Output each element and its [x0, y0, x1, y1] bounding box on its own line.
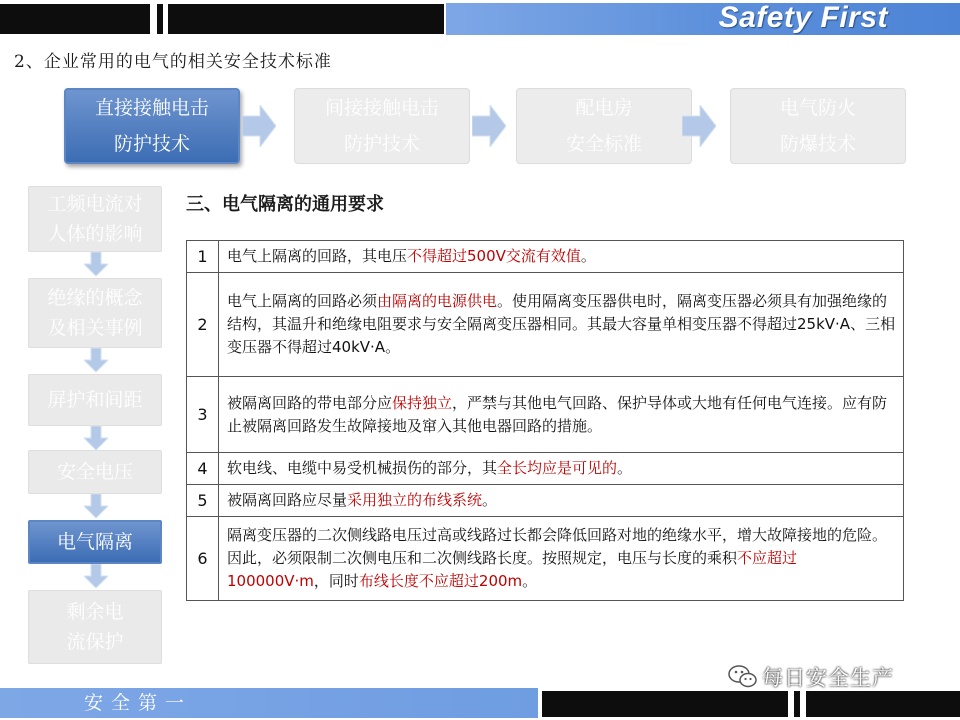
content-title: 三、电气隔离的通用要求 [186, 194, 384, 215]
row-text-segment: 。 [617, 459, 633, 477]
sidebar-item-label: 屏护和间距 [47, 389, 143, 411]
sidebar-item-isolation[interactable] [28, 520, 162, 564]
step-label-line2: 安全标准 [565, 133, 642, 155]
sidebar-item-label: 剩余电 [66, 601, 124, 623]
sidebar-item-insulation[interactable] [28, 278, 162, 348]
section-heading: 2、企业常用的电气的相关安全技术标准 [14, 52, 332, 72]
step-label-line1: 间接接触电击 [324, 97, 439, 119]
row-text-segment: ，同时 [313, 572, 359, 590]
step-label-line1: 配电房 [575, 97, 633, 119]
sidebar-item-label: 工频电流对 [47, 193, 143, 215]
row-text-segment: 电气上隔离的回路，其电压 [227, 247, 408, 265]
footer-black-bar [542, 691, 788, 717]
step-label-line2: 防护技术 [343, 133, 420, 155]
sidebar-item-residual-current[interactable] [28, 590, 162, 664]
row-text [219, 517, 904, 601]
step-label-line1: 电气防火 [779, 97, 856, 119]
step-label-line2: 防爆技术 [779, 133, 856, 155]
sidebar-item-label: 流保护 [66, 631, 124, 653]
footer-black-bar [794, 691, 800, 717]
row-number: 1 [187, 241, 219, 273]
table-row [187, 485, 904, 517]
table-row [187, 517, 904, 601]
highlight-text: 布线长度不应超过200m [358, 572, 523, 590]
row-number: 6 [187, 517, 219, 601]
sidebar-item-safety-voltage[interactable] [28, 450, 162, 494]
wechat-icon [728, 664, 758, 690]
sidebar-item-shielding[interactable] [28, 374, 162, 426]
row-text-segment: 。使用隔离变压器供电时，隔离变压器必须具有加强绝缘的结构，其温升和绝缘电阻要求与安全隔离变压器相同。其最大容量单相变压器不得超过25kV·A、三相变压器不得超过40kV·A。 [227, 292, 896, 356]
down-arrow-icon [84, 564, 108, 588]
row-text-segment: ，严禁与其他电气回路、保护导体或大地有任何电气连接。应有防止被隔离回路发生故障接地及窜入其他电器回路的措施。 [227, 393, 888, 435]
row-text [219, 377, 904, 453]
step-direct-contact[interactable] [64, 88, 240, 164]
row-number: 5 [187, 485, 219, 517]
row-text-segment: 。 [580, 247, 596, 265]
row-number: 4 [187, 453, 219, 485]
down-arrow-icon [84, 426, 108, 450]
row-number: 2 [187, 273, 219, 377]
header-title: Safety First [718, 1, 888, 34]
right-arrow-icon [242, 105, 276, 147]
footer-text: 安全第一 [84, 692, 193, 714]
sidebar-item-label: 安全电压 [56, 461, 133, 483]
row-text-segment: 隔离变压器的二次侧线路电压过高或线路过长都会降低回路对地的绝缘水平，增大故障接地的危险。因此，必须限制二次侧电压和二次侧线路长度。按照规定，电压与长度的乘积 [227, 526, 888, 567]
row-text [219, 485, 904, 517]
sidebar-item-label: 电气隔离 [56, 531, 133, 553]
banner-black-bar [168, 4, 444, 34]
step-label-line1: 直接接触电击 [94, 97, 209, 119]
table-row [187, 377, 904, 453]
right-arrow-icon [682, 105, 716, 147]
highlight-text: 采用独立的布线系统 [347, 491, 483, 509]
table-row [187, 453, 904, 485]
step-substation[interactable] [516, 88, 692, 164]
row-text [219, 273, 904, 377]
step-fire-explosion[interactable] [730, 88, 906, 164]
table-row [187, 273, 904, 377]
down-arrow-icon [84, 348, 108, 372]
row-text-segment: 电气上隔离的回路必须 [227, 292, 378, 310]
highlight-text: 由隔离的电源供电 [377, 292, 498, 310]
right-arrow-icon [472, 105, 506, 147]
top-banner [0, 0, 960, 38]
down-arrow-icon [84, 252, 108, 276]
down-arrow-icon [84, 494, 108, 518]
requirements-table [186, 240, 904, 601]
row-text [219, 453, 904, 485]
row-number: 3 [187, 377, 219, 453]
highlight-text: 不应超过100000V·m [227, 549, 798, 590]
sidebar-item-label: 绝缘的概念 [47, 287, 143, 309]
highlight-text: 全长均应是可见的 [497, 459, 618, 477]
table-row [187, 241, 904, 273]
highlight-text: 不得超过500V交流有效值 [407, 247, 581, 265]
step-label-line2: 防护技术 [113, 133, 190, 155]
banner-black-bar [157, 4, 163, 34]
row-text-segment: 。 [522, 572, 538, 590]
watermark-text: 每日安全生产 [762, 666, 894, 690]
sidebar-item-current-effect[interactable] [28, 186, 162, 252]
row-text-segment: 被隔离回路的带电部分应 [227, 393, 393, 412]
banner-black-bar [0, 4, 150, 34]
row-text-segment: 被隔离回路应尽量 [227, 491, 348, 509]
sidebar-item-label: 及相关事例 [47, 317, 143, 339]
watermark [728, 660, 894, 694]
footer-black-bar [806, 691, 960, 717]
highlight-text: 保持独立 [392, 393, 453, 412]
row-text [219, 241, 904, 273]
row-text-segment: 。 [482, 491, 498, 509]
footer-blue-bar [0, 688, 538, 718]
row-text-segment: 软电线、电缆中易受机械损伤的部分，其 [227, 459, 498, 477]
sidebar-item-label: 人体的影响 [47, 223, 143, 245]
step-indirect-contact[interactable] [294, 88, 470, 164]
